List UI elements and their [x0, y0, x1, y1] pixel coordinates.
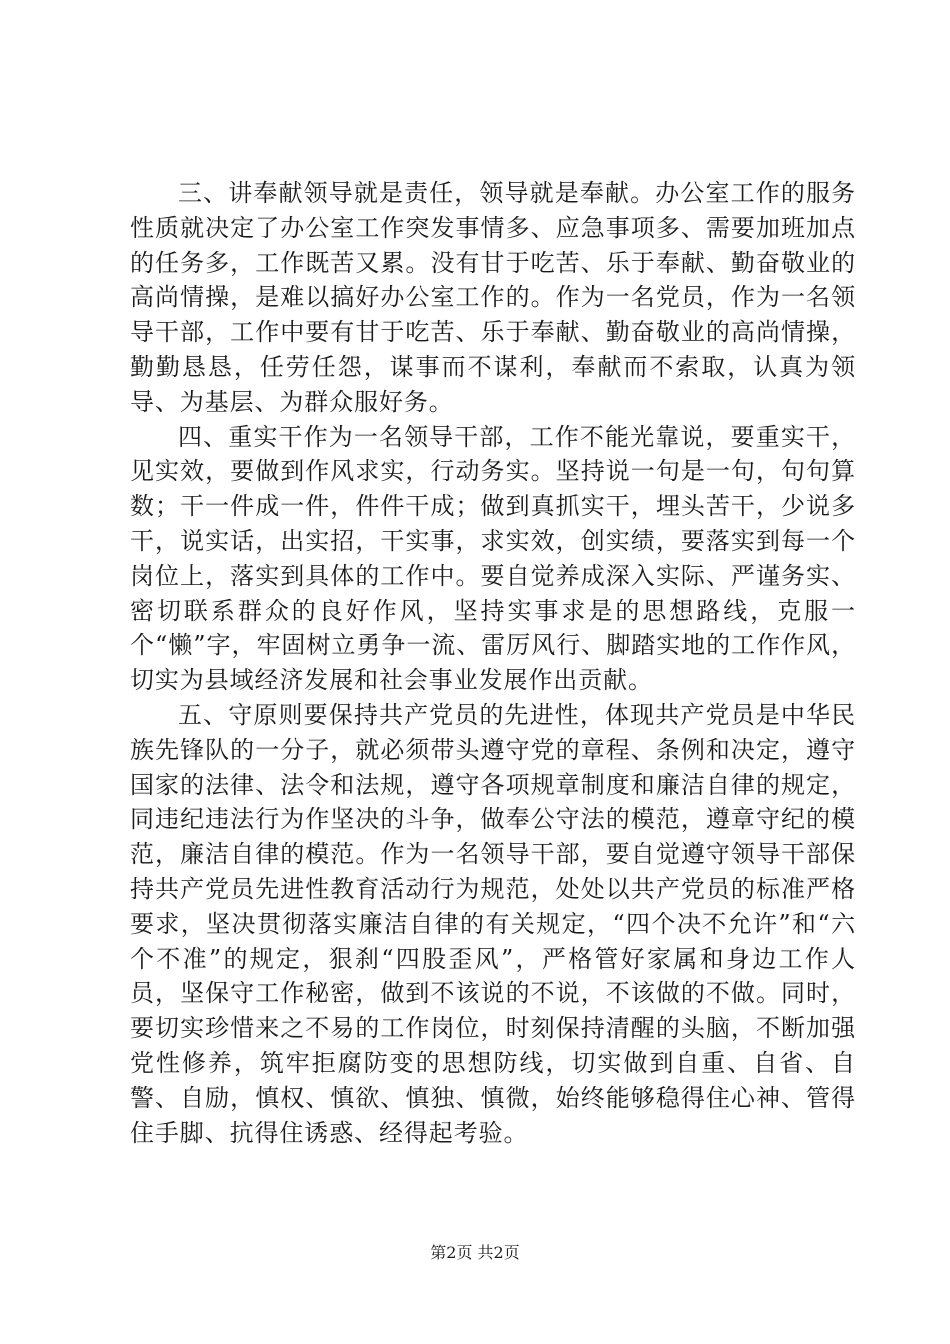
page-number-footer: 第2页 共2页 — [430, 1243, 520, 1262]
paragraph-practical-work: 四、重实干作为一名领导干部，工作不能光靠说，要重实干，见实效，要做到作风求实，行动务实。坚持说一句是一句，句句算数；干一件成一件，件件干成；做到真抓实干，埋头苦干，少说多干，说实话，出实招，干实事，求实效，创实绩，要落实到每一个岗位上，落实到具体的工作中。要自觉养成深入实际、严谨务实、密切联系群众的良好作风，坚持实事求是的思想路线，克服一个“懒”字，牢固树立勇争一流、雷厉风行、脚踏实地的工作作风，切实为县域经济发展和社会事业发展作出贡献。 — [130, 422, 856, 695]
paragraph-dedication: 三、讲奉献领导就是责任，领导就是奉献。办公室工作的服务性质就决定了办公室工作突发事情多、应急事项多、需要加班加点的任务多，工作既苦又累。没有甘于吃苦、乐于奉献、勤奋敬业的高尚情操，是难以搞好办公室工作的。作为一名党员，作为一名领导干部，工作中要有甘于吃苦、乐于奉献、勤奋敬业的高尚情操，勤勤恳恳，任劳任怨，谋事而不谋利，奉献而不索取，认真为领导、为基层、为群众服好务。 — [130, 179, 856, 416]
document-body — [130, 176, 856, 1150]
paragraph-principles: 五、守原则要保持共产党员的先进性，体现共产党员是中华民族先锋队的一分子，就必须带头遵守党的章程、条例和决定，遵守国家的法律、法令和法规，遵守各项规章制度和廉洁自律的规定，同违纪违法行为作坚决的斗争，做奉公守法的模范，遵章守纪的模范，廉洁自律的模范。作为一名领导干部，要自觉遵守领导干部保持共产党员先进性教育活动行为规范，处处以共产党员的标准严格要求，坚决贯彻落实廉洁自律的有关规定，“四个决不允许”和“六个不准”的规定，狠刹“四股歪风”，严格管好家属和身边工作人员，坚保守工作秘密，做到不该说的不说，不该做的不做。同时，要切实珍惜来之不易的工作岗位，时刻保持清醒的头脑，不断加强党性修养，筑牢拒腐防变的思想防线，切实做到自重、自省、自警、自励，慎权、慎欲、慎独、慎微，始终能够稳得住心神、管得住手脚、抗得住诱惑、经得起考验。 — [130, 700, 856, 1147]
